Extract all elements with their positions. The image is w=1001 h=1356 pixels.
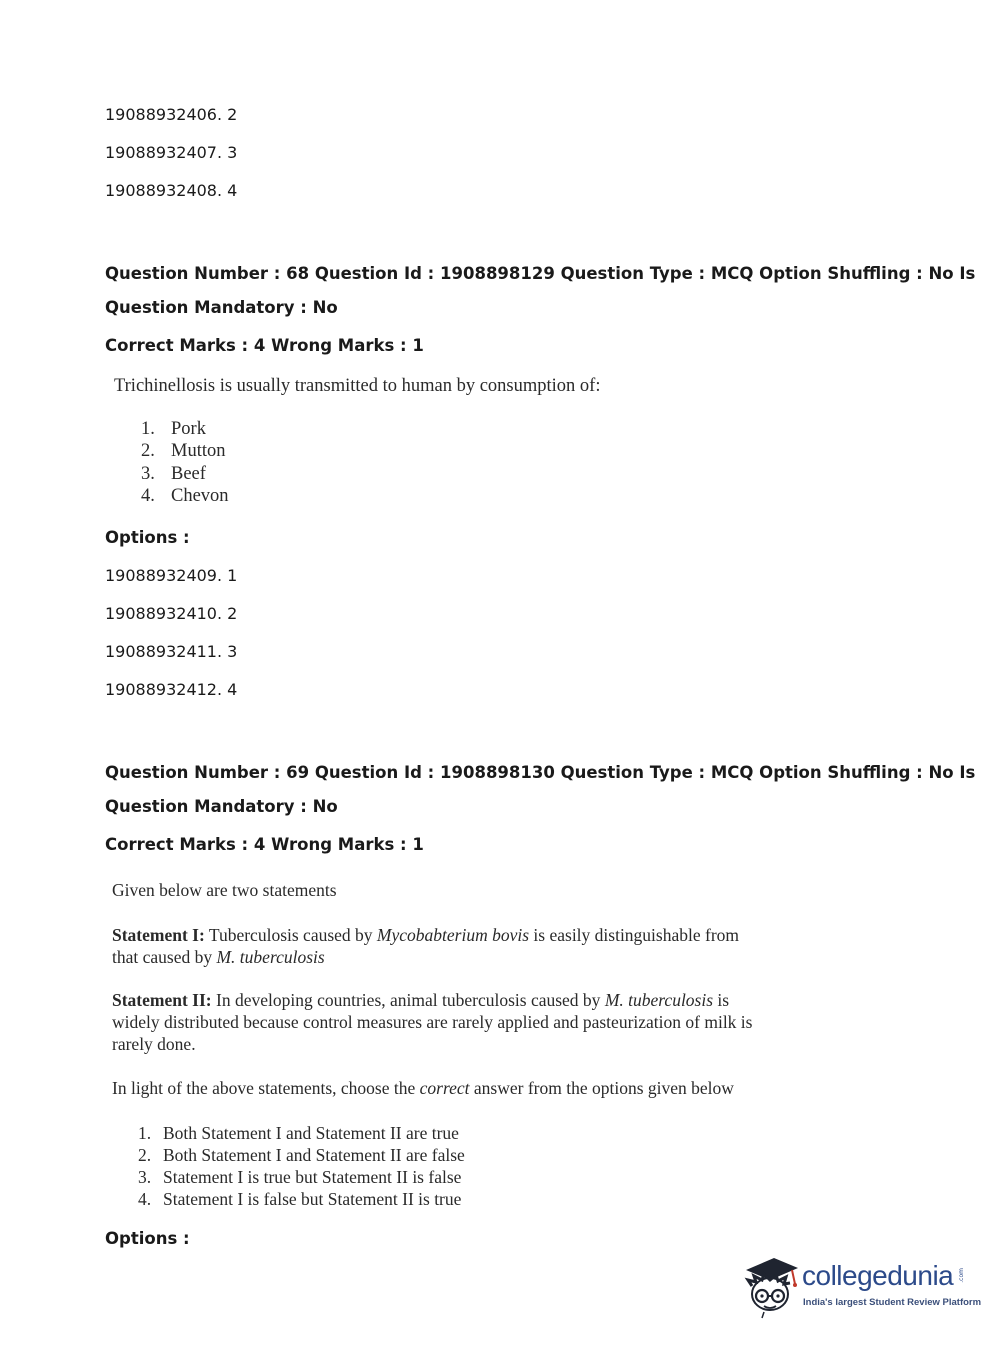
q68-question-text: Trichinellosis is usually transmitted to human by consumption of: (114, 376, 601, 396)
option-19088932408: 19088932408. 4 (105, 181, 238, 200)
q69-intro: Given below are two statements (112, 880, 337, 900)
q69-statement-2: Statement II: In developing countries, animal tuberculosis caused by M. tuberculosis is widely distributed because control measures are rarely applied and pasteurization of milk is rarely done. (112, 990, 753, 1054)
q68-choice-list (141, 418, 229, 507)
collegedunia-logo (740, 1250, 982, 1320)
q69-instruction: In light of the above statements, choose the correct answer from the options given below (112, 1078, 734, 1098)
mascot-icon (740, 1250, 802, 1320)
option-19088932406: 19088932406. 2 (105, 105, 238, 124)
q69-header-line1: Question Number : 69 Question Id : 1908898130 Question Type : MCQ Option Shuffling : No Is (105, 763, 976, 782)
q68-options-label: Options : (105, 528, 190, 547)
q69-statement-1: Statement I: Tuberculosis caused by Mycobabterium bovis is easily distinguishable from that caused by M. tuberculosis (112, 925, 740, 967)
option-19088932412: 19088932412. 4 (105, 680, 238, 699)
q69-choice-1: 1. Both Statement I and Statement II are true (138, 1123, 459, 1143)
q69-choice-3: 3. Statement I is true but Statement II is false (138, 1167, 462, 1187)
option-19088932410: 19088932410. 2 (105, 604, 238, 623)
q69-choice-2: 2. Both Statement I and Statement II are false (138, 1145, 465, 1165)
q68-header-line1: Question Number : 68 Question Id : 1908898129 Question Type : MCQ Option Shuffling : No Is (105, 264, 976, 283)
q69-choice-4: 4. Statement I is false but Statement II is true (138, 1189, 462, 1209)
option-19088932407: 19088932407. 3 (105, 143, 238, 162)
logo-tagline: India's largest Student Review Platform (803, 1297, 982, 1308)
logo-suffix: .com (958, 1268, 965, 1283)
q68-marks: Correct Marks : 4 Wrong Marks : 1 (105, 336, 424, 355)
q68-choice-2: 2. Mutton (141, 441, 226, 462)
option-19088932409: 19088932409. 1 (105, 566, 238, 585)
q68-choice-1: 1. Pork (141, 419, 206, 439)
q69-choice-list (138, 1122, 465, 1210)
q68-header-line2: Question Mandatory : No (105, 298, 338, 317)
q68-choice-3: 3. Beef (141, 463, 206, 484)
q69-marks: Correct Marks : 4 Wrong Marks : 1 (105, 835, 424, 854)
q69-header-line2: Question Mandatory : No (105, 797, 338, 816)
q68-choice-4: 4. Chevon (141, 485, 229, 506)
option-19088932411: 19088932411. 3 (105, 642, 238, 661)
q69-options-label: Options : (105, 1229, 190, 1248)
logo-wordmark: collegedunia (802, 1260, 954, 1291)
